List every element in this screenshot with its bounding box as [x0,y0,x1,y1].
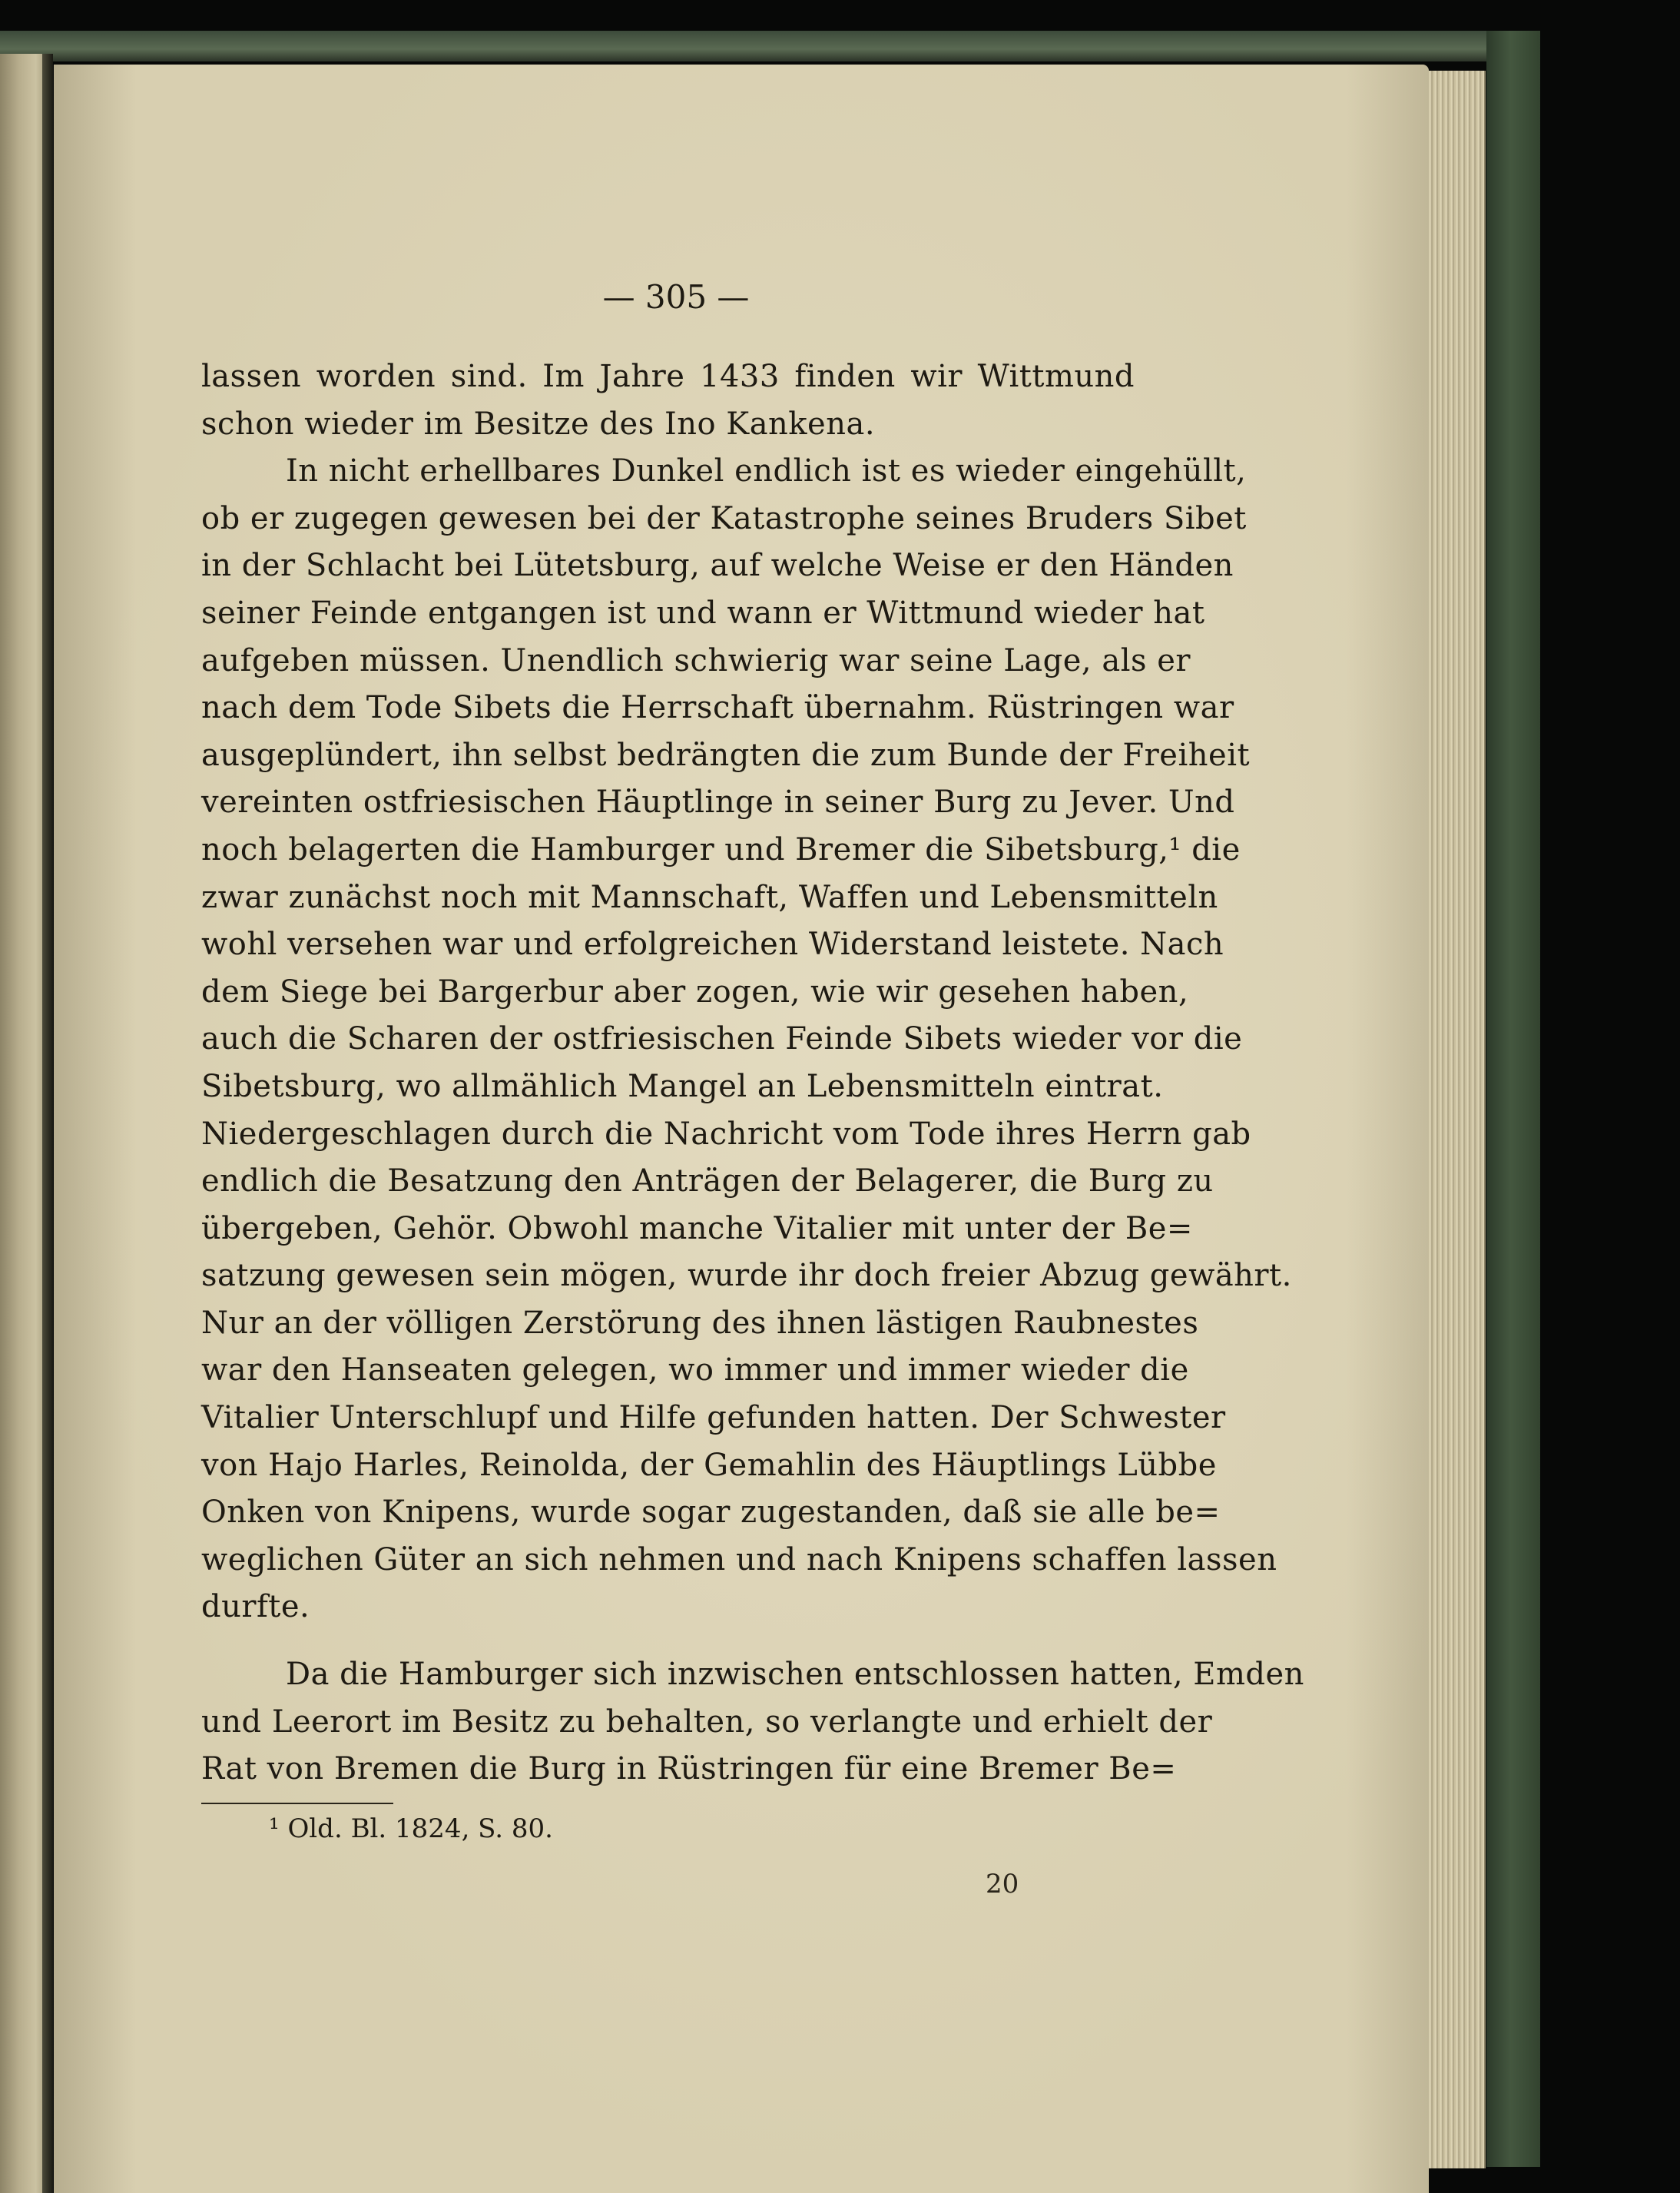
text-line: satzung gewesen sein mögen, wurde ihr doch freier Abzug gewährt. [201,1258,1292,1294]
text-line: übergeben, Gehör. Obwohl manche Vitalier mit unter der Be= [201,1210,1193,1246]
text-line: Rat von Bremen die Burg in Rüstringen für eine Bremer Be= [201,1751,1177,1787]
text-line: in der Schlacht bei Lütetsburg, auf welche Weise er den Händen [201,548,1234,584]
text-line: aufgeben müssen. Unendlich schwierig war seine Lage, als er [201,642,1191,678]
left-page-edge [0,54,48,2193]
body-text [201,353,1304,1793]
page-edges-stack [1423,71,1486,2168]
gutter [42,54,53,2193]
binding-top [0,31,1506,61]
text-line: vereinten ostfriesischen Häuptlinge in seiner Burg zu Jever. Und [201,785,1235,821]
text-line: Nur an der völligen Zerstörung des ihnen lästigen Raubnestes [201,1305,1199,1341]
text-line: Niedergeschlagen durch die Nachricht vom Tode ihres Herrn gab [201,1116,1251,1152]
text-line: endlich die Besatzung den Anträgen der Belagerer, die Burg zu [201,1163,1214,1199]
book-cover-edge [1486,31,1540,2167]
text-line: Sibetsburg, wo allmählich Mangel an Lebensmitteln eintrat. [201,1068,1164,1104]
text-line: Da die Hamburger sich inzwischen entschlossen hatten, Emden [286,1657,1304,1693]
printer-signature-mark: 20 [986,1869,1019,1899]
footnote-rule [201,1803,393,1804]
text-line: auch die Scharen der ostfriesischen Feinde Sibets wieder vor die [201,1021,1243,1057]
text-line: durfte. [201,1589,310,1625]
text-line: ob er zugegen gewesen bei der Katastrophe seines Bruders Sibet [201,500,1247,536]
text-line: von Hajo Harles, Reinolda, der Gemahlin des Häuptlings Lübbe [201,1447,1217,1483]
text-line: noch belagerten die Hamburger und Bremer die Sibetsburg,¹ die [201,831,1241,868]
text-line: schon wieder im Besitze des Ino Kankena. [201,406,876,442]
page-number: — 305 — [602,278,750,316]
text-line: wohl versehen war und erfolgreichen Widerstand leistete. Nach [201,927,1224,963]
text-line: zwar zunächst noch mit Mannschaft, Waffen und Lebensmitteln [201,879,1218,915]
text-line: war den Hanseaten gelegen, wo immer und immer wieder die [201,1352,1189,1388]
text-line: nach dem Tode Sibets die Herrschaft übernahm. Rüstringen war [201,690,1234,726]
text-line: lassen worden sind. Im Jahre 1433 finden wir Wittmund [201,359,1135,394]
text-line: weglichen Güter an sich nehmen und nach Knipens schaffen lassen [201,1541,1277,1578]
text-line: dem Siege bei Bargerbur aber zogen, wie wir gesehen haben, [201,974,1189,1010]
text-line: Onken von Knipens, wurde sogar zugestanden, daß sie alle be= [201,1495,1221,1531]
footnote: ¹ Old. Bl. 1824, S. 80. [269,1813,553,1844]
text-line: und Leerort im Besitz zu behalten, so verlangte und erhielt der [201,1704,1213,1740]
text-line: seiner Feinde entgangen ist und wann er Wittmund wieder hat [201,595,1205,631]
text-line: ausgeplündert, ihn selbst bedrängten die zum Bunde der Freiheit [201,737,1251,773]
text-line: Vitalier Unterschlupf und Hilfe gefunden hatten. Der Schwester [201,1400,1226,1436]
text-line: In nicht erhellbares Dunkel endlich ist es wieder eingehüllt, [286,453,1247,489]
